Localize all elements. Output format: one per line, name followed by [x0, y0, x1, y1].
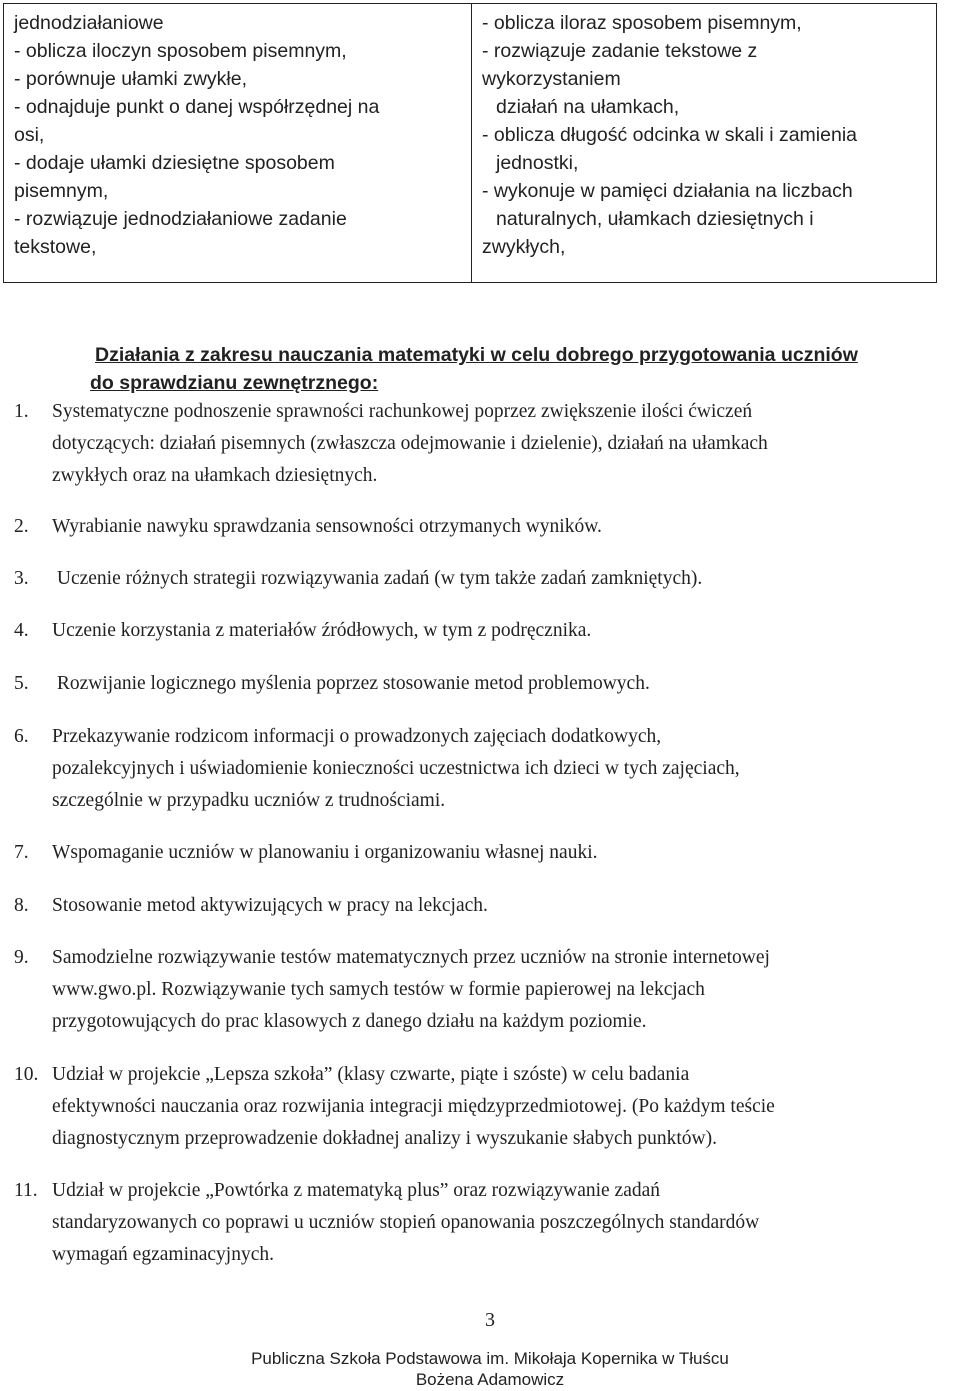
list-item — [14, 721, 958, 817]
list-item — [14, 563, 958, 595]
list-item-line: Samodzielne rozwiązywanie testów matematycznych przez uczniów na stronie internetowej — [52, 947, 770, 968]
table-cell-right — [472, 4, 936, 282]
list-item-number: 3. — [14, 568, 29, 589]
list-item-line: dotyczących: działań pisemnych (zwłaszcza odejmowanie i dzielenie), działań na ułamkach — [52, 433, 768, 454]
list-item — [14, 1175, 958, 1271]
list-item-number: 9. — [14, 947, 29, 968]
table-line: jednodziałaniowe — [14, 12, 164, 34]
list-item — [14, 511, 958, 543]
footer-line: Bożena Adamowicz — [415, 1370, 565, 1389]
list-item-number: 1. — [14, 401, 29, 422]
list-item — [14, 615, 958, 647]
page-footer — [0, 1348, 960, 1390]
list-item-line: przygotowujących do prac klasowych z danego działu na każdym poziomie. — [52, 1011, 647, 1032]
table-line: - oblicza iloraz sposobem pisemnym, — [482, 12, 802, 34]
list-item-line: Uczenie korzystania z materiałów źródłowych, w tym z podręcznika. — [52, 620, 592, 641]
list-item-number: 11. — [14, 1180, 38, 1201]
list-item-line: Uczenie różnych strategii rozwiązywania zadań (w tym także zadań zamkniętych). — [52, 568, 703, 589]
list-item-line: efektywności nauczania oraz rozwijania integracji międzyprzedmiotowej. (Po każdym teście — [52, 1096, 775, 1117]
heading-line: do sprawdzianu zewnętrznego: — [90, 372, 379, 394]
table-line: - rozwiązuje zadanie tekstowe z — [482, 40, 758, 62]
list-item-number: 7. — [14, 842, 29, 863]
list-item-number: 5. — [14, 673, 29, 694]
list-item — [14, 1059, 958, 1155]
list-item-line: Rozwijanie logicznego myślenia poprzez stosowanie metod problemowych. — [52, 673, 650, 694]
list-item-line: Udział w projekcie „Powtórka z matematyką plus” oraz rozwiązywanie zadań — [52, 1180, 661, 1201]
page-number: 3 — [485, 1309, 495, 1331]
list-item-line: Przekazywanie rodzicom informacji o prowadzonych zajęciach dodatkowych, — [52, 726, 662, 747]
list-item-line: wymagań egzaminacyjnych. — [52, 1244, 274, 1265]
list-item-number: 10. — [14, 1064, 39, 1085]
table-line: zwykłych, — [482, 236, 566, 258]
list-item-number: 8. — [14, 895, 29, 916]
list-item-line: Wyrabianie nawyku sprawdzania sensowności otrzymanych wyników. — [52, 516, 602, 537]
table-cell-left — [4, 4, 472, 282]
list-item-line: www.gwo.pl. Rozwiązywanie tych samych testów w formie papierowej na lekcjach — [52, 979, 705, 1000]
list-item — [14, 942, 958, 1038]
list-item-line: zwykłych oraz na ułamkach dziesiętnych. — [52, 465, 378, 486]
actions-list — [14, 396, 958, 1271]
list-item-line: Systematyczne podnoszenie sprawności rachunkowej poprzez zwiększenie ilości ćwiczeń — [52, 401, 753, 422]
table-line: wykorzystaniem — [482, 68, 621, 90]
footer-line: Publiczna Szkoła Podstawowa im. Mikołaja Kopernika w Tłuścu — [251, 1349, 729, 1368]
list-item-line: Stosowanie metod aktywizujących w pracy na lekcjach. — [52, 895, 488, 916]
table-line: naturalnych, ułamkach dziesiętnych i — [496, 208, 814, 230]
table-line: - dodaje ułamki dziesiętne sposobem — [14, 152, 335, 174]
list-item-number: 6. — [14, 726, 29, 747]
section-heading — [90, 341, 960, 397]
table-line: - wykonuje w pamięci działania na liczbach — [482, 180, 853, 202]
list-item-line: diagnostycznym przeprowadzenie dokładnej analizy i wyszukanie słabych punktów). — [52, 1128, 717, 1149]
list-item-line: pozalekcyjnych i uświadomienie konieczności uczestnictwa ich dzieci w tych zajęciach, — [52, 758, 740, 779]
heading-line: Działania z zakresu nauczania matematyki w celu dobrego przygotowania uczniów — [95, 344, 858, 366]
list-item-number: 2. — [14, 516, 29, 537]
list-item-number: 4. — [14, 620, 29, 641]
table-line: działań na ułamkach, — [496, 96, 680, 118]
table-line: osi, — [14, 124, 45, 146]
skills-table — [3, 3, 937, 283]
list-item — [14, 396, 958, 492]
list-item-line: szczególnie w przypadku uczniów z trudnościami. — [52, 790, 446, 811]
list-item-line: Udział w projekcie „Lepsza szkoła” (klasy czwarte, piąte i szóste) w celu badania — [52, 1064, 690, 1085]
table-line: jednostki, — [496, 152, 579, 174]
table-line: - porównuje ułamki zwykłe, — [14, 68, 248, 90]
list-item-line: Wspomaganie uczniów w planowaniu i organizowaniu własnej nauki. — [52, 842, 598, 863]
table-line: pisemnym, — [14, 180, 109, 202]
table-line: tekstowe, — [14, 236, 97, 258]
table-line: - odnajduje punkt o danej współrzędnej na — [14, 96, 380, 118]
table-line: - oblicza długość odcinka w skali i zamienia — [482, 124, 858, 146]
table-line: - oblicza iloczyn sposobem pisemnym, — [14, 40, 347, 62]
list-item-line: standaryzowanych co poprawi u uczniów stopień opanowania poszczególnych standardów — [52, 1212, 760, 1233]
list-item — [14, 668, 958, 700]
list-item — [14, 890, 958, 922]
table-line: - rozwiązuje jednodziałaniowe zadanie — [14, 208, 347, 230]
list-item — [14, 837, 958, 869]
